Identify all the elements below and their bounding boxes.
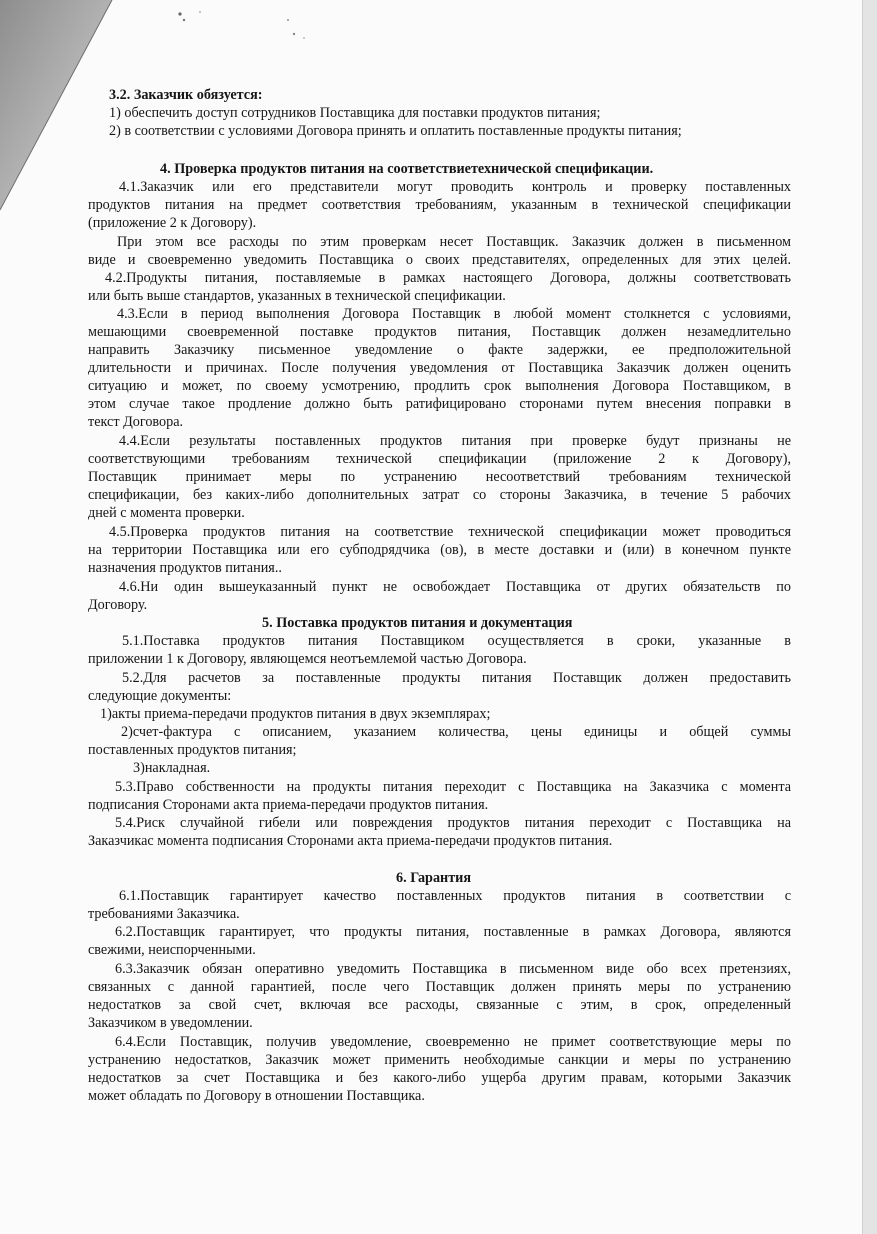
section-6-heading: 6. Гарантия bbox=[396, 870, 472, 886]
clause-4-3-line-2: мешающими своевременной поставке продуктов питания, Поставщик должен незамедлительно bbox=[88, 324, 791, 340]
clause-4-4-line-5: дней с момента проверки. bbox=[88, 505, 245, 521]
clause-6-3-line-2: связанных с данной гарантией, после чего Поставщик должен принять меры по устранению bbox=[88, 979, 791, 995]
clause-4-4-line-3: Поставщик принимает меры по устранению несоответствий требованиям технической bbox=[88, 469, 791, 485]
clause-4-6-line-1: 4.6.Ни один вышеуказанный пункт не освобождает Поставщика от других обязательств по bbox=[119, 579, 791, 595]
section-5-heading: 5. Поставка продуктов питания и документация bbox=[262, 615, 573, 631]
paragraph-costs-line-2: виде и своевременно уведомить Поставщика о своих представителях, определенных для этих целей. bbox=[88, 252, 791, 268]
clause-5-3-line-2: подписания Сторонами акта приема-передачи продуктов питания. bbox=[88, 797, 489, 813]
section-3-2-item-2: 2) в соответствии с условиями Договора принять и оплатить поставленные продукты питания; bbox=[109, 123, 682, 139]
clause-4-1-line-1: 4.1.Заказчик или его представители могут проводить контроль и проверку поставленных bbox=[119, 179, 791, 195]
clause-4-5-line-2: на территории Поставщика или его субподрядчика (ов), в месте доставки и (или) в конечном пункте bbox=[88, 542, 791, 558]
clause-4-1-line-3: (приложение 2 к Договору). bbox=[88, 215, 257, 231]
clause-4-3-line-7: текст Договора. bbox=[88, 414, 184, 430]
clause-4-2-line-1: 4.2.Продукты питания, поставляемые в рамках настоящего Договора, должны соответствовать bbox=[105, 270, 791, 286]
clause-5-1-line-1: 5.1.Поставка продуктов питания Поставщиком осуществляется в сроки, указанные в bbox=[122, 633, 791, 649]
clause-5-3-line-1: 5.3.Право собственности на продукты питания переходит с Поставщика на Заказчика с момента bbox=[115, 779, 791, 795]
clause-6-3-line-1: 6.3.Заказчик обязан оперативно уведомить Поставщика в письменном виде обо всех претензиях, bbox=[115, 961, 791, 977]
clause-6-3-line-3: недостатков за свой счет, включая все расходы, связанные с этим, в срок, определенный bbox=[88, 997, 791, 1013]
clause-6-1-line-2: требованиями Заказчика. bbox=[88, 906, 240, 922]
clause-6-2-line-2: свежими, неиспорченными. bbox=[88, 942, 256, 958]
clause-4-6-line-2: Договору. bbox=[88, 597, 148, 613]
folded-corner-shadow bbox=[0, 0, 120, 215]
clause-4-4-line-2: соответствующими требованиям технической спецификации (приложение 2 к Договору), bbox=[88, 451, 791, 467]
clause-4-4-line-1: 4.4.Если результаты поставленных продуктов питания при проверке будут признаны не bbox=[119, 433, 791, 449]
paragraph-costs-line-1: При этом все расходы по этим проверкам несет Поставщик. Заказчик должен в письменном bbox=[117, 234, 791, 250]
clause-4-4-line-4: спецификации, без каких-либо дополнительных затрат со стороны Заказчика, в течение 5 рабочих bbox=[88, 487, 791, 503]
section-3-2-item-1: 1) обеспечить доступ сотрудников Поставщика для поставки продуктов питания; bbox=[109, 105, 601, 121]
clause-6-1-line-1: 6.1.Поставщик гарантирует качество поставленных продуктов питания в соответствии с bbox=[119, 888, 791, 904]
clause-4-3-line-1: 4.3.Если в период выполнения Договора Поставщик в любой момент столкнется с условиями, bbox=[117, 306, 791, 322]
clause-4-3-line-4: длительности и причинах. После получения уведомления от Поставщика Заказчик должен оценить bbox=[88, 360, 791, 376]
clause-4-5-line-1: 4.5.Проверка продуктов питания на соответствие технической спецификации может проводиться bbox=[109, 524, 791, 540]
section-4-heading: 4. Проверка продуктов питания на соответствиетехнической спецификации. bbox=[160, 161, 654, 177]
section-3-2-heading: 3.2. Заказчик обязуется: bbox=[109, 87, 263, 103]
clause-6-4-line-3: недостатков за счет Поставщика и без какого-либо ущерба другим правам, которыми Заказчик bbox=[88, 1070, 791, 1086]
clause-5-2-list-3: 3)накладная. bbox=[133, 760, 211, 776]
clause-5-1-line-2: приложении 1 к Договору, являющемся неотъемлемой частью Договора. bbox=[88, 651, 527, 667]
clause-6-4-line-4: может обладать по Договору в отношении Поставщика. bbox=[88, 1088, 425, 1104]
clause-6-3-line-4: Заказчиком в уведомлении. bbox=[88, 1015, 253, 1031]
clause-5-4-line-2: Заказчикас момента подписания Сторонами акта приема-передачи продуктов питания. bbox=[88, 833, 613, 849]
clause-5-2-line-1: 5.2.Для расчетов за поставленные продукты питания Поставщик должен предоставить bbox=[122, 670, 791, 686]
clause-4-3-line-6: этом случае такое продление должно быть ратифицировано сторонами путем внесения поправки в bbox=[88, 396, 791, 412]
clause-6-2-line-1: 6.2.Поставщик гарантирует, что продукты питания, поставленные в рамках Договора, являются bbox=[115, 924, 791, 940]
clause-4-3-line-3: направить Заказчику письменное уведомление о факте задержки, ее предположительной bbox=[88, 342, 791, 358]
scan-specks bbox=[170, 6, 330, 46]
clause-6-4-line-1: 6.4.Если Поставщик, получив уведомление, своевременно не примет соответствующие меры по bbox=[115, 1034, 791, 1050]
clause-5-2-line-2: следующие документы: bbox=[88, 688, 232, 704]
clause-5-4-line-1: 5.4.Риск случайной гибели или повреждения продуктов питания переходит с Поставщика на bbox=[115, 815, 791, 831]
clause-4-2-line-2: или быть выше стандартов, указанных в технической спецификации. bbox=[88, 288, 506, 304]
clause-6-4-line-2: устранению недостатков, Заказчик может применить необходимые санкции и меры по устранению bbox=[88, 1052, 791, 1068]
clause-4-1-line-2: продуктов питания на предмет соответствия требованиям, указанным в технической спецификации bbox=[88, 197, 791, 213]
clause-5-2-list-2-line-1: 2)счет-фактура с описанием, указанием количества, цены единицы и общей суммы bbox=[121, 724, 791, 740]
clause-4-5-line-3: назначения продуктов питания.. bbox=[88, 560, 282, 576]
clause-5-2-list-1: 1)акты приема-передачи продуктов питания в двух экземплярах; bbox=[100, 706, 491, 722]
clause-4-3-line-5: ситуацию и может, по своему усмотрению, продлить срок выполнения Договора Поставщиком, в bbox=[88, 378, 791, 394]
clause-5-2-list-2-line-2: поставленных продуктов питания; bbox=[88, 742, 297, 758]
